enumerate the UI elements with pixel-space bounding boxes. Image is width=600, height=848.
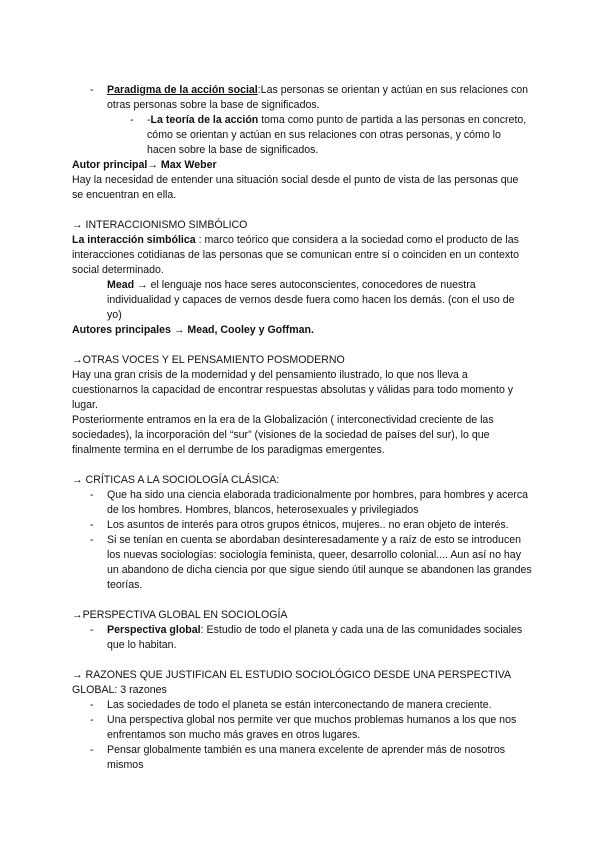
author-weber: Autor principal→ Max Weber [72,159,217,171]
list-dash: - [130,114,134,126]
paragraph-globalizacion: Posteriormente entramos en la era de la Globalización ( interconectividad creciente de las sociedades), la incorporación del “sur” (visiones de la sociedad de países del sur), lo que finalmente termina en el derrumbe de los paradigmas emergentes. [72,414,494,456]
list-item [72,713,532,743]
critica-1: Que ha sido una ciencia elaborada tradicionalmente por hombres, para hombres y acerca de los hombres. Hombres, blancos, heterosexuales y privilegiados [107,489,529,516]
list-dash: - [90,534,94,546]
term-perspectiva-global: Perspectiva global [107,624,201,636]
heading-razones: → RAZONES QUE JUSTIFICAN EL ESTUDIO SOCIOLÓGICO DESDE UNA PERSPECTIVA GLOBAL: 3 razones [72,669,511,696]
list-item [72,518,532,533]
critica-2: Los asuntos de interés para otros grupos étnicos, mujeres.. no eran objeto de interés. [107,519,509,531]
term-mead: Mead [107,279,135,291]
term-teoria-accion: La teoría de la acción [150,114,259,126]
sub-prefix: - [147,114,151,126]
list-dash: - [90,624,94,636]
razon-1: Las sociedades de todo el planeta se están interconectando de manera creciente. [107,699,492,711]
paragraph-crisis: Hay una gran crisis de la modernidad y del pensamiento ilustrado, lo que nos lleva a cuestionarnos la capacidad de encontrar respuestas absolutas y válidas para todo momento y lugar. [72,369,514,411]
mead-definition: → el lenguaje nos hace seres autoconscientes, conocedores de nuestra individualidad y capaces de vernos desde fuera como hacen los demás. (con el uso de yo) [107,279,515,321]
razon-3: Pensar globalmente también es una manera excelente de aprender más de nosotros mismos [107,744,506,771]
heading-otras-voces: →OTRAS VOCES Y EL PENSAMIENTO POSMODERNO [72,354,345,366]
critica-3: Si se tenían en cuenta se abordaban desinteresadamente y a raíz de esto se introducen los nuevas sociologías: sociología feminista, queer, desarrollo colonial.... Aun así no hay un abandono de dicha ciencia por que sigue siendo útil aunque se abandonen las grandes teorías. [107,534,532,591]
list-dash: - [90,744,94,756]
list-item [72,533,532,593]
term-paradigma-accion-social: Paradigma de la acción social [107,84,258,96]
list-item [72,743,532,773]
interaccion-definition: : marco teórico que considera a la sociedad como el producto de las interacciones cotidianas de las personas que se comunican entre sí o coinciden en un contexto social determinado. [72,234,519,276]
perspectiva-global-definition: : Estudio de todo el planeta y cada una de las comunidades sociales que lo habitan. [107,624,523,651]
paragraph-interaccion [72,233,532,278]
paragraph-mead [72,278,532,323]
razon-2: Una perspectiva global nos permite ver que muchos problemas humanos a los que nos enfrentamos son mucho más graves en otros lugares. [107,714,517,741]
list-dash: - [90,84,94,96]
list-dash: - [90,489,94,501]
term-interaccion-simbolica: La interacción simbólica [72,234,196,246]
list-item [72,698,532,713]
list-item [72,488,532,518]
heading-perspectiva-global: →PERSPECTIVA GLOBAL EN SOCIOLOGÍA [72,609,288,621]
authors-mead-cooley-goffman: Autores principales → Mead, Cooley y Goffman. [72,324,314,336]
document-content [72,83,532,773]
paradigma-definition: :Las personas se orientan y actúan en sus relaciones con otras personas sobre la base de significados. [107,84,529,111]
list-item-teoria-accion [72,113,532,158]
teoria-accion-definition: toma como punto de partida a las personas en concreto, cómo se orientan y actúan en sus relaciones con otras personas, y cómo lo hacen sobre la base de significados. [147,114,527,156]
list-dash: - [90,699,94,711]
list-item-perspectiva-global [72,623,532,653]
heading-interaccionismo: → INTERACCIONISMO SIMBÓLICO [72,219,248,231]
list-item-paradigma [72,83,532,113]
paragraph-weber: Hay la necesidad de entender una situación social desde el punto de vista de las personas que se encuentran en ella. [72,174,519,201]
list-dash: - [90,519,94,531]
list-dash: - [90,714,94,726]
heading-criticas: → CRÍTICAS A LA SOCIOLOGÍA CLÁSICA: [72,474,280,486]
